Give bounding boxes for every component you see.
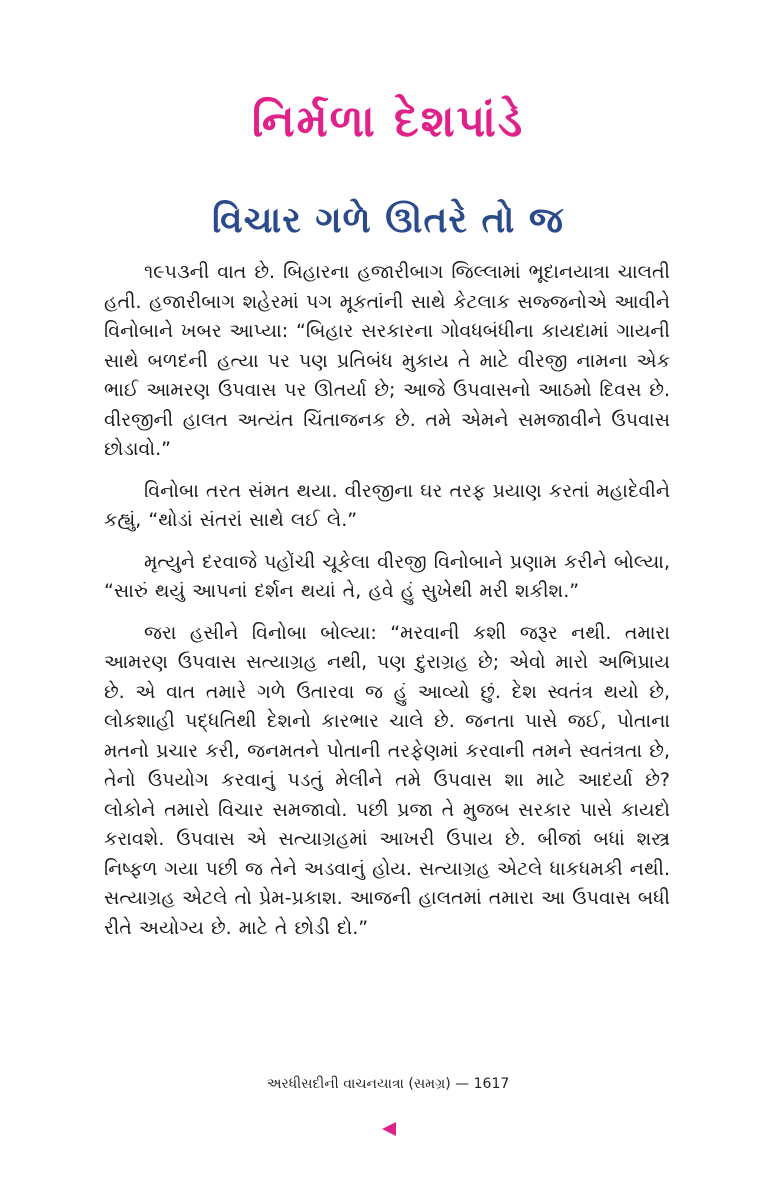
article-title: વિચાર ગળે ઊતરે તો જ <box>212 200 564 241</box>
article-body <box>104 258 670 955</box>
paragraph: વિનોબા તરત સંમત થયા. વીરજીના ઘર તરફ પ્રયાણ કરતાં મહાદેવીને કહ્યું, “થોડાં સંતરાં સાથે લઈ લે.” <box>104 479 670 531</box>
paragraph: ૧૯૫૩ની વાત છે. બિહારના હજારીબાગ જિલ્લામાં ભૂદાનયાત્રા ચાલતી હતી. હજારીબાગ શહેરમાં પગ મૂકતાંની સાથે કેટલાક સજ્જનોએ આવીને વિનોબાને ખબર આપ્યા: “બિહાર સરકારના ગોવધબંધીના કાયદામાં ગાયની સાથે બળદની હત્યા પર પણ પ્રતિબંધ મુકાય તે માટે વીરજી નામના એક ભાઈ આમરણ ઉપવાસ પર ઊતર્યા છે; આજે ઉપવાસનો આઠમો દિવસ છે. વીરજીની હાલત અત્યંત ચિંતાજનક છે. તમે એમને સમજાવીને ઉપવાસ છોડાવો.” <box>104 261 670 460</box>
paragraph: મૃત્યુને દરવાજે પહોંચી ચૂકેલા વીરજી વિનોબાને પ્રણામ કરીને બોલ્યા, “સારું થયું આપનાં દર્શન થયાં તે, હવે હું સુખેથી મરી શકીશ.” <box>104 550 670 602</box>
previous-page-arrow-icon[interactable] <box>378 1118 400 1140</box>
page-footer: અરધીસદીની વાચનયાત્રા (સમગ્ર) — 1617 <box>266 1076 510 1092</box>
paragraph: જરા હસીને વિનોબા બોલ્યા: “મરવાની કશી જરૂર નથી. તમારા આમરણ ઉપવાસ સત્યાગ્રહ નથી, પણ દુરાગ્રહ છે; એવો મારો અભિપ્રાય છે. એ વાત તમારે ગળે ઉતારવા જ હું આવ્યો છું. દેશ સ્વતંત્ર થયો છે, લોકશાહી પદ્ધતિથી દેશનો કારભાર ચાલે છે. જનતા પાસે જઈ, પોતાના મતનો પ્રચાર કરી, જનમતને પોતાની તરફેણમાં કરવાની તમને સ્વતંત્રતા છે, તેનો ઉપયોગ કરવાનું પડતું મેલીને તમે ઉપવાસ શા માટે આદર્યા છે? લોકોને તમારો વિચાર સમજાવો. પછી પ્રજા તે મુજબ સરકાર પાસે કાયદો કરાવશે. ઉપવાસ એ સત્યાગ્રહમાં આખરી ઉપાય છે. બીજાં બધાં શસ્ત્ર નિષ્ફળ ગયા પછી જ તેને અડવાનું હોય. સત્યાગ્રહ એટલે ધાકધમકી નથી. સત્યાગ્રહ એટલે તો પ્રેમ-પ્રકાશ. આજની હાલતમાં તમારા આ ઉપવાસ બધી રીતે અયોગ્ય છે. માટે તે છોડી દો.” <box>104 621 670 939</box>
author-heading: નિર્મળા દેશપાંડે <box>251 96 525 147</box>
